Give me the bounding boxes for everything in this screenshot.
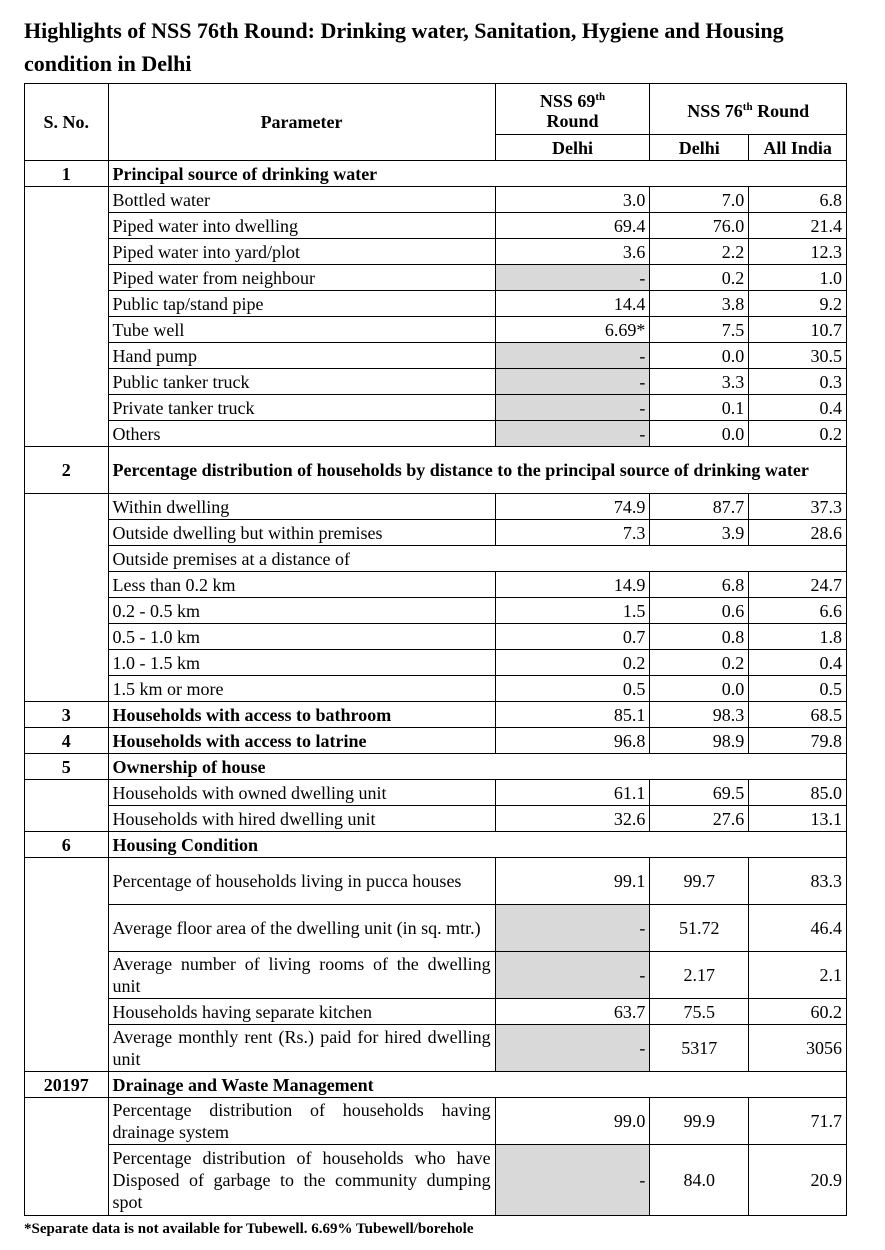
value-all-india: 0.4 <box>749 395 847 421</box>
value-all-india: 0.4 <box>749 650 847 676</box>
value-nss76-delhi: 3.3 <box>650 369 749 395</box>
value-nss69: - <box>495 905 650 952</box>
value-nss69: - <box>495 1145 650 1216</box>
value-all-india: 12.3 <box>749 239 847 265</box>
value-nss69: 96.8 <box>495 728 650 754</box>
section-title: Ownership of house <box>108 754 846 780</box>
value-nss76-delhi: 7.0 <box>650 187 749 213</box>
value-all-india: 6.8 <box>749 187 847 213</box>
header-76-delhi: Delhi <box>650 135 749 161</box>
section-title: Drainage and Waste Management <box>108 1072 846 1098</box>
value-nss69: 6.69* <box>495 317 650 343</box>
sno-blank <box>25 780 109 832</box>
table-row <box>25 1025 847 1072</box>
table-row <box>25 343 847 369</box>
header-nss69 <box>495 84 650 135</box>
value-nss76-delhi: 99.9 <box>650 1098 749 1145</box>
value-all-india: 71.7 <box>749 1098 847 1145</box>
section-row <box>25 1072 847 1098</box>
row-label: Average floor area of the dwelling unit (in sq. mtr.) <box>108 905 495 952</box>
value-nss76-delhi: 5317 <box>650 1025 749 1072</box>
header-nss76-round: Round <box>752 101 810 121</box>
value-nss76-delhi: 98.3 <box>650 702 749 728</box>
highlights-table <box>24 83 847 1216</box>
value-nss76-delhi: 0.2 <box>650 265 749 291</box>
row-label: Percentage distribution of households having drainage system <box>108 1098 495 1145</box>
value-nss69: - <box>495 395 650 421</box>
value-nss76-delhi: 76.0 <box>650 213 749 239</box>
section-title: Housing Condition <box>108 832 846 858</box>
header-parameter: Parameter <box>108 84 495 161</box>
header-69-delhi: Delhi <box>495 135 650 161</box>
value-nss76-delhi: 98.9 <box>650 728 749 754</box>
sno-blank <box>25 858 109 1072</box>
value-all-india: 1.8 <box>749 624 847 650</box>
row-label: Households with owned dwelling unit <box>108 780 495 806</box>
table-row <box>25 1145 847 1216</box>
value-all-india: 83.3 <box>749 858 847 905</box>
value-all-india: 2.1 <box>749 952 847 999</box>
header-nss76-label: NSS 76 <box>687 101 743 121</box>
value-nss76-delhi: 69.5 <box>650 780 749 806</box>
value-all-india: 9.2 <box>749 291 847 317</box>
row-label: Others <box>108 421 495 447</box>
row-label: 0.5 - 1.0 km <box>108 624 495 650</box>
value-nss69: 1.5 <box>495 598 650 624</box>
value-all-india: 10.7 <box>749 317 847 343</box>
value-nss69: 63.7 <box>495 999 650 1025</box>
table-row <box>25 572 847 598</box>
row-label: Households with hired dwelling unit <box>108 806 495 832</box>
header-nss76 <box>650 84 847 135</box>
value-nss76-delhi: 3.9 <box>650 520 749 546</box>
value-nss76-delhi: 99.7 <box>650 858 749 905</box>
row-label: Hand pump <box>108 343 495 369</box>
value-nss76-delhi: 0.6 <box>650 598 749 624</box>
value-nss76-delhi: 51.72 <box>650 905 749 952</box>
value-all-india: 46.4 <box>749 905 847 952</box>
section-number: 5 <box>25 754 109 780</box>
value-all-india: 68.5 <box>749 702 847 728</box>
page-title: Highlights of NSS 76th Round: Drinking water, Sanitation, Hygiene and Housing condition in Delhi <box>24 18 784 76</box>
value-all-india: 21.4 <box>749 213 847 239</box>
row-label: Percentage of households living in pucca houses <box>108 858 495 905</box>
value-all-india: 0.3 <box>749 369 847 395</box>
value-nss76-delhi: 7.5 <box>650 317 749 343</box>
row-label: 0.2 - 0.5 km <box>108 598 495 624</box>
table-row <box>25 952 847 999</box>
value-nss76-delhi: 0.8 <box>650 624 749 650</box>
value-nss76-delhi: 2.2 <box>650 239 749 265</box>
table-row <box>25 395 847 421</box>
value-all-india: 79.8 <box>749 728 847 754</box>
sno-blank <box>25 1098 109 1216</box>
value-all-india: 13.1 <box>749 806 847 832</box>
row-label: Percentage distribution of households who have Disposed of garbage to the community dumping spot <box>108 1145 495 1216</box>
header-76-all-india: All India <box>749 135 847 161</box>
row-label: 1.5 km or more <box>108 676 495 702</box>
table-row <box>25 317 847 343</box>
section-row <box>25 728 847 754</box>
sno-blank <box>25 187 109 447</box>
header-nss76-sup: th <box>742 101 753 113</box>
section-number: 2 <box>25 447 109 494</box>
row-label: Bottled water <box>108 187 495 213</box>
section-row <box>25 832 847 858</box>
value-nss76-delhi: 27.6 <box>650 806 749 832</box>
header-nss69-round: Round <box>546 111 599 131</box>
footnote: *Separate data is not available for Tubewell. 6.69% Tubewell/borehole <box>24 1221 474 1237</box>
value-nss69: - <box>495 265 650 291</box>
value-nss76-delhi: 75.5 <box>650 999 749 1025</box>
row-label: Piped water into yard/plot <box>108 239 495 265</box>
value-nss76-delhi: 84.0 <box>650 1145 749 1216</box>
value-nss69: 69.4 <box>495 213 650 239</box>
table-row <box>25 494 847 520</box>
table-row <box>25 187 847 213</box>
row-label: Public tanker truck <box>108 369 495 395</box>
value-all-india: 0.5 <box>749 676 847 702</box>
value-nss76-delhi: 0.0 <box>650 421 749 447</box>
section-title: Households with access to latrine <box>108 728 495 754</box>
value-all-india: 28.6 <box>749 520 847 546</box>
table-row <box>25 905 847 952</box>
subheading-row <box>25 546 847 572</box>
table-row <box>25 598 847 624</box>
value-nss69: 0.7 <box>495 624 650 650</box>
table-row <box>25 291 847 317</box>
value-nss69: - <box>495 1025 650 1072</box>
section-number: 1 <box>25 161 109 187</box>
row-label: 1.0 - 1.5 km <box>108 650 495 676</box>
section-number: 20197 <box>25 1072 109 1098</box>
table-row <box>25 520 847 546</box>
value-nss69: 3.6 <box>495 239 650 265</box>
section-title: Households with access to bathroom <box>108 702 495 728</box>
value-all-india: 6.6 <box>749 598 847 624</box>
header-sno: S. No. <box>25 84 109 161</box>
table-row <box>25 1098 847 1145</box>
value-nss69: - <box>495 369 650 395</box>
row-label: Public tap/stand pipe <box>108 291 495 317</box>
section-number: 4 <box>25 728 109 754</box>
value-all-india: 20.9 <box>749 1145 847 1216</box>
table-row <box>25 421 847 447</box>
table-row <box>25 999 847 1025</box>
row-label: Private tanker truck <box>108 395 495 421</box>
value-nss76-delhi: 87.7 <box>650 494 749 520</box>
section-row <box>25 702 847 728</box>
table-row <box>25 213 847 239</box>
value-nss69: 14.4 <box>495 291 650 317</box>
sno-blank <box>25 494 109 702</box>
row-label: Average number of living rooms of the dwelling unit <box>108 952 495 999</box>
value-all-india: 30.5 <box>749 343 847 369</box>
value-nss69: - <box>495 421 650 447</box>
value-nss76-delhi: 0.0 <box>650 343 749 369</box>
value-all-india: 3056 <box>749 1025 847 1072</box>
value-all-india: 85.0 <box>749 780 847 806</box>
value-nss76-delhi: 0.0 <box>650 676 749 702</box>
row-label: Piped water into dwelling <box>108 213 495 239</box>
value-nss76-delhi: 0.2 <box>650 650 749 676</box>
value-nss76-delhi: 2.17 <box>650 952 749 999</box>
value-nss69: 61.1 <box>495 780 650 806</box>
value-nss69: 14.9 <box>495 572 650 598</box>
row-label: Households having separate kitchen <box>108 999 495 1025</box>
section-title: Percentage distribution of households by distance to the principal source of drinking water <box>108 447 846 494</box>
row-label: Tube well <box>108 317 495 343</box>
section-row <box>25 161 847 187</box>
section-title: Principal source of drinking water <box>108 161 846 187</box>
value-nss69: - <box>495 952 650 999</box>
value-nss69: 85.1 <box>495 702 650 728</box>
value-nss69: 99.0 <box>495 1098 650 1145</box>
row-label: Piped water from neighbour <box>108 265 495 291</box>
value-nss76-delhi: 3.8 <box>650 291 749 317</box>
header-nss69-label: NSS 69 <box>539 91 596 111</box>
header-nss69-sup: th <box>595 91 606 103</box>
value-nss76-delhi: 6.8 <box>650 572 749 598</box>
table-row <box>25 806 847 832</box>
value-all-india: 24.7 <box>749 572 847 598</box>
table-row <box>25 265 847 291</box>
table-row <box>25 676 847 702</box>
value-nss69: 74.9 <box>495 494 650 520</box>
value-nss69: 99.1 <box>495 858 650 905</box>
table-row <box>25 650 847 676</box>
value-nss69: - <box>495 343 650 369</box>
row-label: Outside dwelling but within premises <box>108 520 495 546</box>
value-nss69: 0.2 <box>495 650 650 676</box>
value-nss69: 3.0 <box>495 187 650 213</box>
value-all-india: 1.0 <box>749 265 847 291</box>
row-label: Average monthly rent (Rs.) paid for hired dwelling unit <box>108 1025 495 1072</box>
table-row <box>25 858 847 905</box>
section-row <box>25 447 847 494</box>
section-row <box>25 754 847 780</box>
table-row <box>25 624 847 650</box>
section-number: 3 <box>25 702 109 728</box>
value-all-india: 37.3 <box>749 494 847 520</box>
value-nss69: 32.6 <box>495 806 650 832</box>
value-nss69: 0.5 <box>495 676 650 702</box>
table-row <box>25 239 847 265</box>
table-row <box>25 369 847 395</box>
table-row <box>25 780 847 806</box>
value-nss76-delhi: 0.1 <box>650 395 749 421</box>
row-label: Less than 0.2 km <box>108 572 495 598</box>
section-number: 6 <box>25 832 109 858</box>
value-all-india: 0.2 <box>749 421 847 447</box>
subheading-label: Outside premises at a distance of <box>108 546 846 572</box>
row-label: Within dwelling <box>108 494 495 520</box>
value-nss69: 7.3 <box>495 520 650 546</box>
value-all-india: 60.2 <box>749 999 847 1025</box>
